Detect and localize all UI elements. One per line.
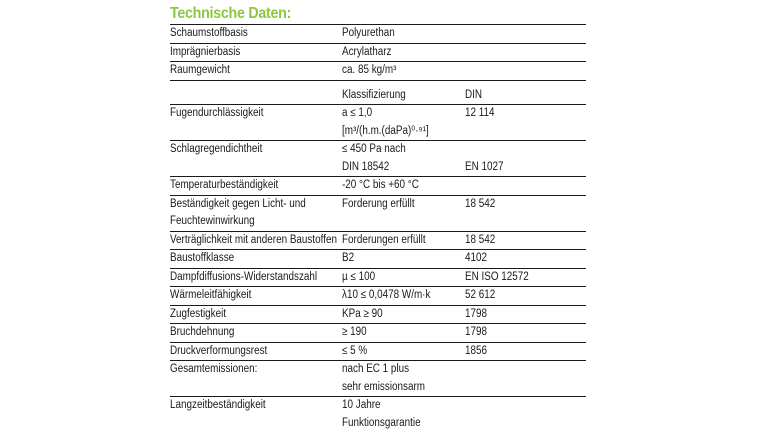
table-row-schlagregendichtheit (170, 140, 586, 176)
property-value: ≤ 450 Pa nach (342, 143, 406, 155)
property-standard: 18 542 (465, 197, 496, 210)
property-label: Schaumstoffbasis (170, 27, 248, 39)
property-label: Beständigkeit gegen Licht- und (170, 197, 306, 210)
row-line (170, 269, 586, 287)
technical-data-table (170, 24, 586, 432)
table-row-gesamtemissionen (170, 360, 586, 396)
property-standard: 1798 (465, 326, 488, 338)
row-line (170, 361, 586, 379)
property-value: nach EC 1 plus (342, 363, 410, 375)
property-standard: EN ISO 12572 (465, 270, 529, 283)
property-standard: EN 1027 (465, 160, 504, 173)
property-value: B2 (342, 252, 355, 264)
row-line (170, 397, 586, 415)
property-value: KPa ≥ 90 (342, 307, 383, 320)
row-line (170, 324, 586, 342)
table-row-waermeleitfaehigkeit (170, 286, 586, 305)
row-line (170, 343, 586, 361)
table-row-schaumstoffbasis (170, 24, 586, 43)
table-row-baustoffklasse (170, 249, 586, 268)
table-row-impraegnierbasis (170, 43, 586, 62)
property-standard: 1856 (465, 344, 488, 357)
header-classification: Klassifizierung (342, 88, 406, 101)
header-din: DIN (465, 88, 483, 101)
table-header-row (170, 80, 586, 105)
property-value: -20 °C bis +60 °C (342, 179, 419, 191)
table-row-fugendurchlaessigkeit (170, 104, 586, 140)
property-value: µ ≤ 100 (342, 270, 376, 283)
property-label: Verträglichkeit mit anderen Baustoffen (170, 233, 337, 246)
section-title: Technische Daten: (170, 5, 292, 22)
property-label: Feuchtewinwirkung (170, 215, 255, 227)
property-value: ≤ 5 % (342, 344, 368, 357)
table-row-langzeitbestaendigkeit (170, 396, 586, 432)
table-row-temperaturbestaendigkeit (170, 176, 586, 195)
property-value: ≥ 190 (342, 326, 367, 338)
row-line (170, 123, 586, 141)
property-standard: 1798 (465, 307, 488, 320)
row-line (170, 287, 586, 305)
property-label: Baustoffklasse (170, 252, 235, 264)
property-label: Raumgewicht (170, 64, 230, 76)
table-row-vertraeglichkeit (170, 231, 586, 250)
row-line (170, 141, 586, 159)
row-line (170, 196, 586, 214)
property-value: a ≤ 1,0 (342, 107, 373, 119)
property-value: Forderung erfüllt (342, 197, 415, 210)
property-value: Forderungen erfüllt (342, 233, 426, 246)
property-label: Temperaturbeständigkeit (170, 179, 279, 191)
property-value: sehr emissionsarm (342, 380, 425, 393)
row-line (170, 177, 586, 195)
row-line (170, 159, 586, 177)
property-value: 10 Jahre (342, 399, 381, 411)
row-line (170, 87, 586, 105)
property-label: Gesamtemissionen: (170, 363, 258, 375)
row-line (170, 25, 586, 43)
table-row-druckverformungsrest (170, 342, 586, 361)
property-value: DIN 18542 (342, 160, 390, 173)
property-value: Funktionsgarantie (342, 416, 421, 429)
property-standard: 18 542 (465, 233, 496, 246)
property-label: Wärmeleitfähigkeit (170, 289, 252, 301)
property-label: Bruchdehnung (170, 326, 235, 338)
row-line (170, 44, 586, 62)
property-value: ca. 85 kg/m³ (342, 64, 397, 76)
property-standard: 4102 (465, 252, 488, 264)
table-row-bruchdehnung (170, 323, 586, 342)
property-value: Polyurethan (342, 27, 395, 39)
property-label: Schlagregendichtheit (170, 143, 263, 155)
property-label: Fugendurchlässigkeit (170, 107, 264, 119)
row-line (170, 379, 586, 397)
row-line (170, 213, 586, 231)
property-standard: 52 612 (465, 289, 496, 301)
table-row-bestaendigkeit-licht (170, 195, 586, 231)
property-value: Acrylatharz (342, 45, 392, 58)
property-label: Druckverformungsrest (170, 344, 268, 357)
row-line (170, 62, 586, 80)
property-standard: 12 114 (465, 107, 495, 119)
property-label: Dampfdiffusions-Widerstandszahl (170, 270, 318, 283)
property-value: λ10 ≤ 0,0478 W/m·k (342, 289, 431, 301)
row-line (170, 306, 586, 324)
property-label: Imprägnierbasis (170, 45, 241, 58)
property-label: Langzeitbeständigkeit (170, 399, 266, 411)
row-line (170, 105, 586, 123)
table-row-zugfestigkeit (170, 305, 586, 324)
property-label: Zugfestigkeit (170, 307, 227, 320)
row-line (170, 415, 586, 432)
property-value: [m³/(h.m.(daPa)⁰·⁹¹] (342, 124, 429, 137)
row-line (170, 232, 586, 250)
table-row-raumgewicht (170, 61, 586, 80)
table-row-dampfdiffusion (170, 268, 586, 287)
row-line (170, 250, 586, 268)
